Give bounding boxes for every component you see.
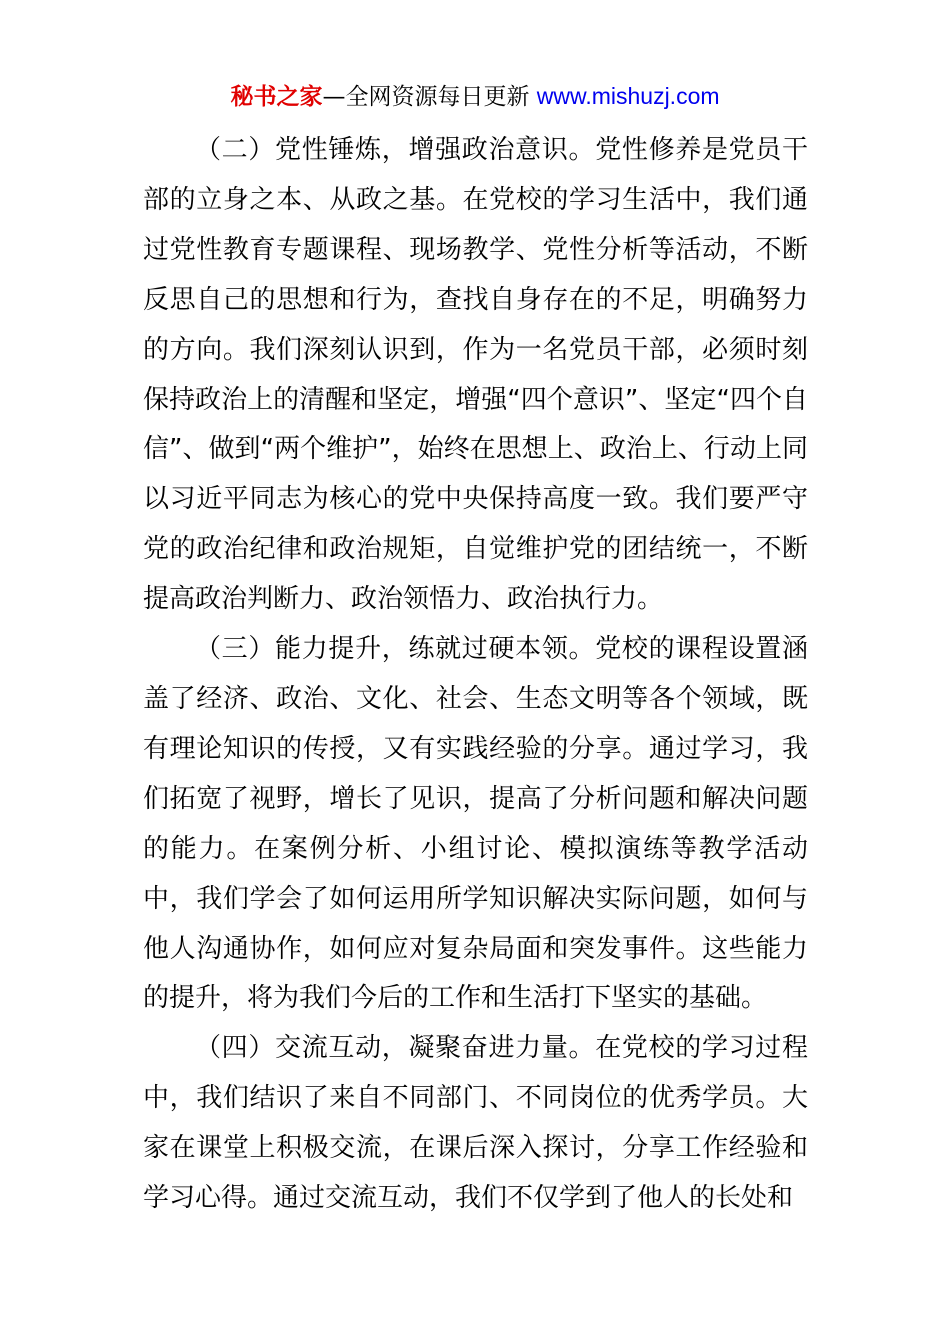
site-url-link[interactable]: www.mishuzj.com	[536, 83, 720, 109]
paragraph-party-spirit: （二）党性锤炼，增强政治意识。党性修养是党员干部的立身之本、从政之基。在党校的学习生活中，我们通过党性教育专题课程、现场教学、党性分析等活动，不断反思自己的思想和行为，查找自身存在的不足，明确努力的方向。我们深刻认识到，作为一名党员干部，必须时刻保持政治上的清醒和坚定，增强“四个意识”、坚定“四个自信”、做到“两个维护”，始终在思想上、政治上、行动上同以习近平同志为核心的党中央保持高度一致。我们要严守党的政治纪律和政治规矩，自觉维护党的团结统一，不断提高政治判断力、政治领悟力、政治执行力。	[143, 135, 808, 615]
paragraph-ability: （三）能力提升，练就过硬本领。党校的课程设置涵盖了经济、政治、文化、社会、生态文明等各个领域，既有理论知识的传授，又有实践经验的分享。通过学习，我们拓宽了视野，增长了见识，提高了分析问题和解决问题的能力。在案例分析、小组讨论、模拟演练等教学活动中，我们学会了如何运用所学知识解决实际问题，如何与他人沟通协作，如何应对复杂局面和突发事件。这些能力的提升，将为我们今后的工作和生活打下坚实的基础。	[143, 634, 808, 1014]
site-brand: 秘书之家	[230, 84, 323, 110]
paragraph-exchange: （四）交流互动，凝聚奋进力量。在党校的学习过程中，我们结识了来自不同部门、不同岗位的优秀学员。大家在课堂上积极交流，在课后深入探讨，分享工作经验和学习心得。通过交流互动，我们不仅学到了他人的长处和	[143, 1033, 808, 1214]
document-body	[143, 126, 808, 1224]
site-header	[0, 80, 950, 113]
site-tagline: —全网资源每日更新	[322, 84, 537, 110]
